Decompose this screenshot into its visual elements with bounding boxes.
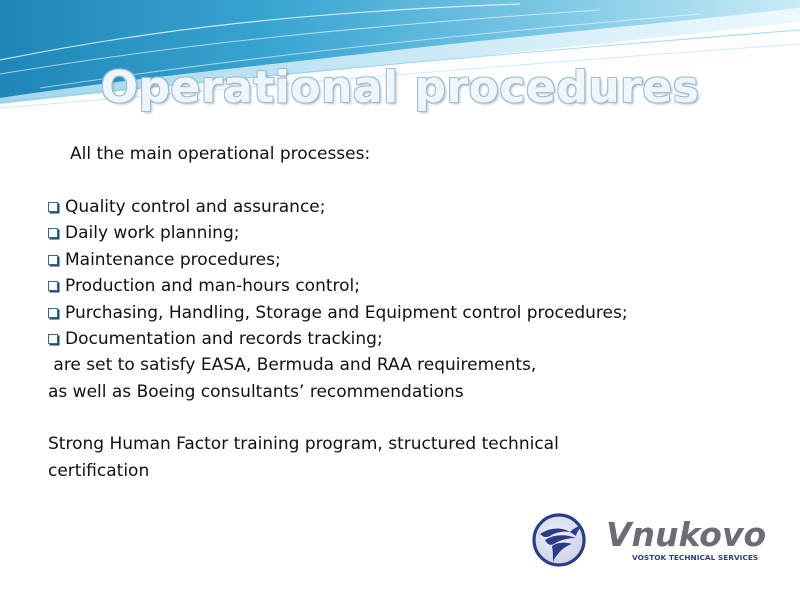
conclusion-text-line-1: are set to satisfy EASA, Bermuda and RAA requirements, [48,355,537,376]
list-item [48,220,748,246]
checkbox-bullet-icon [48,308,58,318]
conclusion-text-line-2: as well as Boeing consultants’ recommendations [48,381,464,402]
slide-body [48,141,748,484]
training-text-line-1: Strong Human Factor training program, structured technical [48,434,559,455]
spacer [48,405,748,431]
list-item-text: Maintenance procedures; [65,249,281,270]
list-item-text: Quality control and assurance; [65,196,326,217]
page-title: Operational procedures [100,62,700,113]
list-item [48,326,748,352]
logo-subtitle: VOSTOK TECHNICAL SERVICES [632,553,759,562]
spacer [48,167,748,193]
list-item [48,273,748,299]
winged-bird-logo-icon [530,512,588,568]
intro-text: All the main operational processes: [70,144,371,164]
logo-wordmark: Vnukovo [606,515,767,554]
list-item-text: Documentation and records tracking; [65,328,383,349]
list-item [48,194,748,220]
company-logo [530,512,767,568]
list-item [48,247,748,273]
checkbox-bullet-icon [48,334,58,344]
list-item-text: Daily work planning; [65,223,240,244]
checkbox-bullet-icon [48,255,58,265]
checkbox-bullet-icon [48,202,58,212]
checkbox-bullet-icon [48,228,58,238]
list-item-text: Production and man-hours control; [65,276,360,297]
list-item [48,299,748,325]
training-text-line-2: certification [48,460,150,481]
checkbox-bullet-icon [48,281,58,291]
list-item-text: Purchasing, Handling, Storage and Equipment control procedures; [65,302,628,323]
